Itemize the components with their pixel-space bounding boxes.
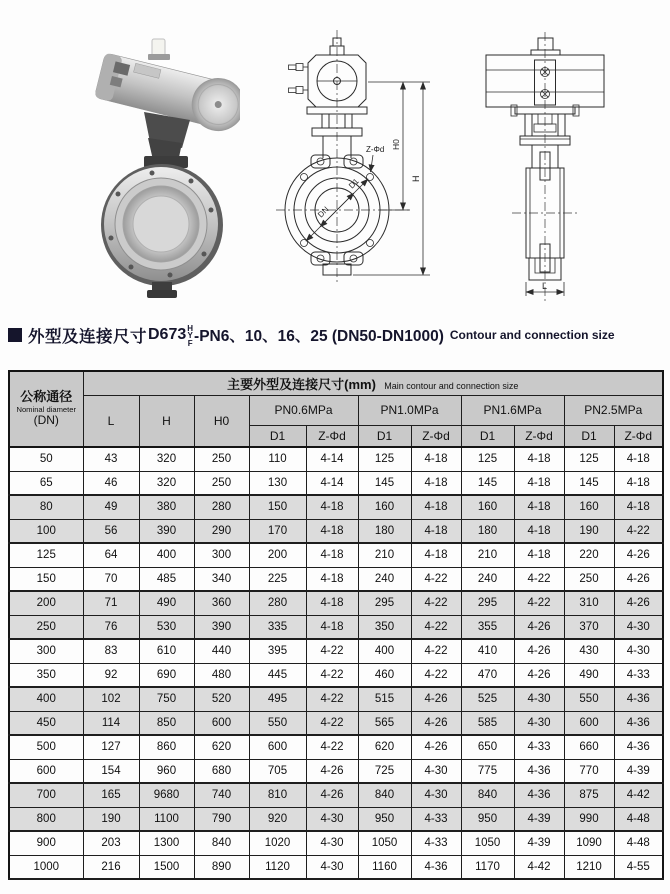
value-cell: 4-18 [306, 615, 358, 639]
value-cell: 4-18 [306, 567, 358, 591]
dn-cell: 150 [9, 567, 83, 591]
header-d1: D1 [564, 425, 614, 447]
header-d1: D1 [249, 425, 306, 447]
value-cell: 180 [461, 519, 514, 543]
value-cell: 1050 [358, 831, 411, 855]
value-cell: 280 [194, 495, 249, 519]
header-nominal-diameter [9, 371, 83, 447]
header-H0: H0 [194, 395, 249, 447]
value-cell: 125 [358, 447, 411, 471]
value-cell: 9680 [139, 783, 194, 807]
value-cell: 4-18 [514, 519, 564, 543]
value-cell: 990 [564, 807, 614, 831]
header-zphid: Z-Φd [614, 425, 663, 447]
value-cell: 1120 [249, 855, 306, 879]
value-cell: 4-18 [306, 591, 358, 615]
value-cell: 4-18 [411, 519, 461, 543]
dn-cell: 300 [9, 639, 83, 663]
value-cell: 1300 [139, 831, 194, 855]
value-cell: 400 [358, 639, 411, 663]
table-row [9, 663, 663, 687]
dn-cell: 65 [9, 471, 83, 495]
value-cell: 4-18 [514, 495, 564, 519]
photo-valve-body [101, 164, 223, 298]
value-cell: 610 [139, 639, 194, 663]
header-dn-en: Nominal diameter [16, 405, 77, 414]
value-cell: 4-39 [514, 807, 564, 831]
table-row [9, 543, 663, 567]
header-zphid: Z-Φd [306, 425, 358, 447]
value-cell: 4-26 [614, 567, 663, 591]
dn-cell: 350 [9, 663, 83, 687]
value-cell: 210 [358, 543, 411, 567]
value-cell: 71 [83, 591, 139, 615]
value-cell: 4-18 [306, 519, 358, 543]
value-cell: 49 [83, 495, 139, 519]
value-cell: 4-36 [614, 687, 663, 711]
model-variant-stack [187, 325, 193, 348]
dim-label-bolt: Z-Φd [366, 145, 385, 154]
value-cell: 875 [564, 783, 614, 807]
variant-h: H [187, 323, 194, 333]
value-cell: 810 [249, 783, 306, 807]
table-row [9, 687, 663, 711]
value-cell: 1170 [461, 855, 514, 879]
value-cell: 335 [249, 615, 306, 639]
header-span-en: Main contour and connection size [384, 380, 519, 391]
value-cell: 125 [564, 447, 614, 471]
value-cell: 290 [194, 519, 249, 543]
value-cell: 850 [139, 711, 194, 735]
air-port-icon [289, 64, 309, 94]
value-cell: 430 [564, 639, 614, 663]
value-cell: 390 [194, 615, 249, 639]
value-cell: 43 [83, 447, 139, 471]
value-cell: 860 [139, 735, 194, 759]
table-row [9, 591, 663, 615]
value-cell: 4-22 [614, 519, 663, 543]
value-cell: 4-18 [514, 543, 564, 567]
dim-label-d1: D1 [347, 176, 361, 191]
value-cell: 410 [461, 639, 514, 663]
dn-cell: 600 [9, 759, 83, 783]
value-cell: 4-18 [411, 471, 461, 495]
value-cell: 550 [249, 711, 306, 735]
value-cell: 790 [194, 807, 249, 831]
header-main-span [83, 371, 663, 395]
value-cell: 250 [194, 447, 249, 471]
value-cell: 160 [564, 495, 614, 519]
value-cell: 4-36 [614, 735, 663, 759]
table-row [9, 471, 663, 495]
value-cell: 4-30 [306, 807, 358, 831]
value-cell: 440 [194, 639, 249, 663]
value-cell: 4-48 [614, 807, 663, 831]
value-cell: 4-14 [306, 447, 358, 471]
value-cell: 240 [358, 567, 411, 591]
value-cell: 145 [564, 471, 614, 495]
value-cell: 125 [461, 447, 514, 471]
value-cell: 1050 [461, 831, 514, 855]
table-row [9, 735, 663, 759]
value-cell: 150 [249, 495, 306, 519]
table-header [9, 371, 663, 447]
value-cell: 4-33 [614, 663, 663, 687]
value-cell: 4-30 [411, 783, 461, 807]
value-cell: 620 [194, 735, 249, 759]
value-cell: 4-30 [411, 759, 461, 783]
value-cell: 4-36 [514, 759, 564, 783]
header-zphid: Z-Φd [514, 425, 564, 447]
value-cell: 4-26 [614, 543, 663, 567]
value-cell: 210 [461, 543, 514, 567]
value-cell: 4-55 [614, 855, 663, 879]
value-cell: 190 [564, 519, 614, 543]
value-cell: 400 [139, 543, 194, 567]
value-cell: 1160 [358, 855, 411, 879]
value-cell: 445 [249, 663, 306, 687]
header-dn-unit: (DN) [33, 413, 59, 428]
value-cell: 495 [249, 687, 306, 711]
table-row [9, 711, 663, 735]
value-cell: 4-26 [411, 711, 461, 735]
title-spec: -PN6、10、16、25 (DN50-DN1000) [194, 328, 444, 345]
value-cell: 775 [461, 759, 514, 783]
value-cell: 4-22 [411, 567, 461, 591]
value-cell: 1020 [249, 831, 306, 855]
value-cell: 470 [461, 663, 514, 687]
value-cell: 485 [139, 567, 194, 591]
value-cell: 320 [139, 447, 194, 471]
dn-cell: 125 [9, 543, 83, 567]
value-cell: 4-36 [514, 783, 564, 807]
value-cell: 4-18 [614, 447, 663, 471]
dn-cell: 250 [9, 615, 83, 639]
value-cell: 770 [564, 759, 614, 783]
value-cell: 4-39 [514, 831, 564, 855]
value-cell: 4-14 [306, 471, 358, 495]
header-zphid: Z-Φd [411, 425, 461, 447]
header-pn16: PN1.6MPa [461, 395, 564, 425]
value-cell: 310 [564, 591, 614, 615]
value-cell: 370 [564, 615, 614, 639]
photo-position-indicator [152, 39, 165, 56]
value-cell: 530 [139, 615, 194, 639]
value-cell: 114 [83, 711, 139, 735]
value-cell: 4-30 [614, 639, 663, 663]
value-cell: 64 [83, 543, 139, 567]
header-pn06: PN0.6MPa [249, 395, 358, 425]
value-cell: 220 [564, 543, 614, 567]
value-cell: 300 [194, 543, 249, 567]
variant-f: F [187, 338, 193, 348]
value-cell: 46 [83, 471, 139, 495]
table-row [9, 807, 663, 831]
valve-photo [60, 10, 240, 300]
value-cell: 4-33 [514, 735, 564, 759]
value-cell: 92 [83, 663, 139, 687]
value-cell: 4-18 [614, 495, 663, 519]
value-cell: 102 [83, 687, 139, 711]
value-cell: 295 [358, 591, 411, 615]
value-cell: 490 [564, 663, 614, 687]
dn-cell: 900 [9, 831, 83, 855]
value-cell: 4-18 [411, 447, 461, 471]
dn-cell: 1000 [9, 855, 83, 879]
value-cell: 525 [461, 687, 514, 711]
value-cell: 1500 [139, 855, 194, 879]
value-cell: 4-36 [411, 855, 461, 879]
front-actuator [289, 38, 368, 114]
value-cell: 4-22 [514, 591, 564, 615]
value-cell: 4-30 [306, 855, 358, 879]
header-pn10: PN1.0MPa [358, 395, 461, 425]
value-cell: 4-26 [514, 639, 564, 663]
value-cell: 550 [564, 687, 614, 711]
header-H: H [139, 395, 194, 447]
value-cell: 4-22 [306, 735, 358, 759]
value-cell: 4-18 [614, 471, 663, 495]
value-cell: 83 [83, 639, 139, 663]
value-cell: 4-22 [306, 711, 358, 735]
value-cell: 4-18 [514, 447, 564, 471]
value-cell: 145 [358, 471, 411, 495]
value-cell: 127 [83, 735, 139, 759]
value-cell: 4-22 [411, 615, 461, 639]
value-cell: 565 [358, 711, 411, 735]
value-cell: 650 [461, 735, 514, 759]
value-cell: 4-22 [411, 591, 461, 615]
value-cell: 920 [249, 807, 306, 831]
value-cell: 1090 [564, 831, 614, 855]
square-bullet-icon [8, 328, 22, 342]
value-cell: 4-26 [411, 735, 461, 759]
value-cell: 4-22 [514, 567, 564, 591]
value-cell: 4-22 [411, 639, 461, 663]
section-title [8, 323, 668, 347]
dn-cell: 50 [9, 447, 83, 471]
value-cell: 4-42 [614, 783, 663, 807]
value-cell: 4-30 [306, 831, 358, 855]
value-cell: 950 [461, 807, 514, 831]
value-cell: 56 [83, 519, 139, 543]
variant-y: Y [187, 331, 193, 341]
value-cell: 660 [564, 735, 614, 759]
value-cell: 145 [461, 471, 514, 495]
value-cell: 216 [83, 855, 139, 879]
value-cell: 380 [139, 495, 194, 519]
value-cell: 4-26 [411, 687, 461, 711]
value-cell: 950 [358, 807, 411, 831]
value-cell: 4-18 [411, 543, 461, 567]
value-cell: 600 [194, 711, 249, 735]
dn-cell: 400 [9, 687, 83, 711]
value-cell: 360 [194, 591, 249, 615]
value-cell: 4-42 [514, 855, 564, 879]
technical-drawings [0, 0, 670, 322]
dn-cell: 80 [9, 495, 83, 519]
value-cell: 240 [461, 567, 514, 591]
value-cell: 154 [83, 759, 139, 783]
value-cell: 4-26 [514, 615, 564, 639]
value-cell: 585 [461, 711, 514, 735]
table-body [9, 447, 663, 879]
table-row [9, 783, 663, 807]
table-row [9, 831, 663, 855]
value-cell: 4-26 [614, 591, 663, 615]
value-cell: 340 [194, 567, 249, 591]
value-cell: 203 [83, 831, 139, 855]
value-cell: 4-18 [306, 543, 358, 567]
title-english: Contour and connection size [449, 328, 615, 342]
value-cell: 4-22 [306, 639, 358, 663]
table-row [9, 519, 663, 543]
value-cell: 4-48 [614, 831, 663, 855]
value-cell: 515 [358, 687, 411, 711]
value-cell: 70 [83, 567, 139, 591]
front-view-drawing [270, 10, 470, 310]
value-cell: 740 [194, 783, 249, 807]
value-cell: 280 [249, 591, 306, 615]
header-span-cn: 主要外型及连接尺寸(mm) [227, 376, 376, 392]
value-cell: 390 [139, 519, 194, 543]
dn-cell: 500 [9, 735, 83, 759]
dn-cell: 200 [9, 591, 83, 615]
header-L: L [83, 395, 139, 447]
value-cell: 200 [249, 543, 306, 567]
value-cell: 190 [83, 807, 139, 831]
value-cell: 4-26 [306, 783, 358, 807]
height-dimensions [353, 82, 430, 275]
side-view-drawing [460, 10, 670, 310]
header-d1: D1 [358, 425, 411, 447]
value-cell: 76 [83, 615, 139, 639]
value-cell: 4-22 [306, 687, 358, 711]
value-cell: 4-33 [411, 831, 461, 855]
table-row [9, 495, 663, 519]
value-cell: 4-26 [306, 759, 358, 783]
table-row [9, 759, 663, 783]
table-row [9, 447, 663, 471]
value-cell: 750 [139, 687, 194, 711]
dn-cell: 450 [9, 711, 83, 735]
value-cell: 705 [249, 759, 306, 783]
value-cell: 620 [358, 735, 411, 759]
value-cell: 1210 [564, 855, 614, 879]
value-cell: 520 [194, 687, 249, 711]
value-cell: 600 [564, 711, 614, 735]
header-d1: D1 [461, 425, 514, 447]
value-cell: 690 [139, 663, 194, 687]
value-cell: 4-22 [306, 663, 358, 687]
value-cell: 840 [358, 783, 411, 807]
value-cell: 960 [139, 759, 194, 783]
dim-label-h0: H0 [391, 139, 401, 150]
value-cell: 4-30 [614, 615, 663, 639]
table-row [9, 615, 663, 639]
value-cell: 680 [194, 759, 249, 783]
value-cell: 4-30 [514, 711, 564, 735]
dim-label-l: L [542, 281, 548, 291]
value-cell: 4-18 [514, 471, 564, 495]
value-cell: 160 [461, 495, 514, 519]
dim-label-dn: DN [316, 204, 331, 220]
value-cell: 395 [249, 639, 306, 663]
value-cell: 4-36 [614, 711, 663, 735]
value-cell: 350 [358, 615, 411, 639]
title-model: D673 [148, 326, 187, 343]
value-cell: 840 [461, 783, 514, 807]
value-cell: 4-18 [306, 495, 358, 519]
value-cell: 600 [249, 735, 306, 759]
value-cell: 490 [139, 591, 194, 615]
dn-cell: 700 [9, 783, 83, 807]
value-cell: 4-22 [411, 663, 461, 687]
value-cell: 840 [194, 831, 249, 855]
value-cell: 4-26 [514, 663, 564, 687]
value-cell: 4-18 [411, 495, 461, 519]
value-cell: 160 [358, 495, 411, 519]
value-cell: 890 [194, 855, 249, 879]
value-cell: 110 [249, 447, 306, 471]
value-cell: 320 [139, 471, 194, 495]
dn-cell: 100 [9, 519, 83, 543]
value-cell: 250 [564, 567, 614, 591]
value-cell: 295 [461, 591, 514, 615]
header-dn-cn: 公称通径 [20, 389, 73, 405]
dn-cell: 800 [9, 807, 83, 831]
value-cell: 165 [83, 783, 139, 807]
value-cell: 355 [461, 615, 514, 639]
table-row [9, 567, 663, 591]
value-cell: 180 [358, 519, 411, 543]
dim-label-h: H [411, 175, 421, 182]
value-cell: 250 [194, 471, 249, 495]
value-cell: 4-33 [411, 807, 461, 831]
value-cell: 480 [194, 663, 249, 687]
dimensions-table [8, 370, 664, 880]
header-pn25: PN2.5MPa [564, 395, 663, 425]
value-cell: 130 [249, 471, 306, 495]
value-cell: 170 [249, 519, 306, 543]
value-cell: 4-30 [514, 687, 564, 711]
value-cell: 1100 [139, 807, 194, 831]
bolt-callout [366, 145, 384, 172]
value-cell: 225 [249, 567, 306, 591]
value-cell: 725 [358, 759, 411, 783]
value-cell: 4-39 [614, 759, 663, 783]
table-row [9, 855, 663, 879]
table-row [9, 639, 663, 663]
title-chinese: 外型及连接尺寸 [28, 328, 147, 346]
value-cell: 460 [358, 663, 411, 687]
